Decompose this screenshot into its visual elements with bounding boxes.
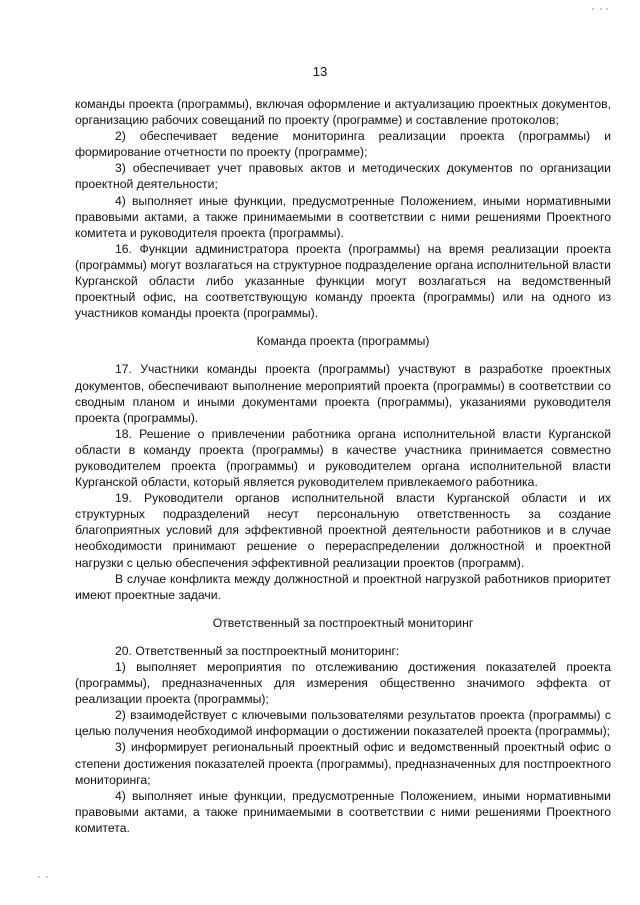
paragraph: 18. Решение о привлечении работника органа исполнительной власти Курганской области в команду проекта (программы) в качестве участника принимается совместно руководителем проекта (программы) и руководителем органа исполнительной власти Курганской области, который является руководителем привлекаемого работника. bbox=[75, 426, 611, 490]
paragraph: 19. Руководители органов исполнительной власти Курганской области и их структурных подразделений несут персональную ответственность за создание благоприятных условий для эффективной проектной деятельности работников и в случае необходимости принимают решение о перераспределении должностной и проектной нагрузки с целью обеспечения эффективной реализации проектов (программ). bbox=[75, 491, 611, 570]
paragraph: 1) выполняет мероприятия по отслеживанию достижения показателей проекта (программы), предназначенных для измерения общественно значимого эффекта от реализации проекта (программы); bbox=[75, 660, 611, 707]
paragraph: 16. Функции администратора проекта (программы) на время реализации проекта (программы) могут возлагаться на структурное подразделение органа исполнительной власти Курганской области либо указанные функции могут возлагаться на ведомственный проектный офис, на соответствующую команду проекта (программы) или на одного из участников команды проекта (программы). bbox=[75, 241, 611, 321]
scan-speck bbox=[592, 8, 594, 10]
paragraph: В случае конфликта между должностной и проектной нагрузкой работников приоритет имеют проектные задачи. bbox=[75, 571, 611, 602]
paragraph: 2) обеспечивает ведение мониторинга реализации проекта (программы) и формирование отчетности по проекту (программе); bbox=[75, 129, 611, 160]
paragraph: 2) взаимодействует с ключевыми пользователями результатов проекта (программы) с целью получения необходимой информации о достижении показателей проекта (программы); bbox=[75, 708, 611, 739]
section-heading: Ответственный за постпроектный мониторинг bbox=[212, 615, 474, 630]
paragraph: 17. Участники команды проекта (программы) участвуют в разработке проектных документов, обеспечивают выполнение мероприятий проекта (программы) в соответствии со сводным планом и иными документами проекта (программы), указаниями руководителя проекта (программы). bbox=[75, 362, 611, 425]
scan-speck bbox=[606, 8, 608, 10]
section-heading: Команда проекта (программы) bbox=[256, 334, 430, 349]
paragraph: команды проекта (программы), включая оформление и актуализацию проектных документов, организацию рабочих совещаний по проекту (программе) и составление протоколов; bbox=[75, 97, 611, 128]
page-number: 13 bbox=[312, 64, 328, 79]
scan-speck bbox=[38, 876, 40, 878]
paragraph: 4) выполняет иные функции, предусмотренные Положением, иными нормативными правовыми актами, а также принимаемыми в соответствии с ними решениями Проектного комитета. bbox=[75, 788, 611, 835]
paragraph: 20. Ответственный за постпроектный мониторинг: bbox=[115, 643, 400, 658]
paragraph: 3) информирует региональный проектный офис и ведомственный проектный офис о степени достижения показателей проекта (программы), предназначенных для постпроектного мониторинга; bbox=[75, 740, 611, 787]
scan-speck bbox=[46, 876, 48, 878]
paragraph: 3) обеспечивает учет правовых актов и методических документов по организации проектной деятельности; bbox=[75, 161, 611, 192]
document-body bbox=[75, 96, 611, 836]
paragraph: 4) выполняет иные функции, предусмотренные Положением, иными нормативными правовыми актами, а также принимаемыми в соответствии с ними решениями Проектного комитета и руководителя проекта (программы). bbox=[75, 193, 611, 240]
scan-speck bbox=[600, 8, 602, 10]
